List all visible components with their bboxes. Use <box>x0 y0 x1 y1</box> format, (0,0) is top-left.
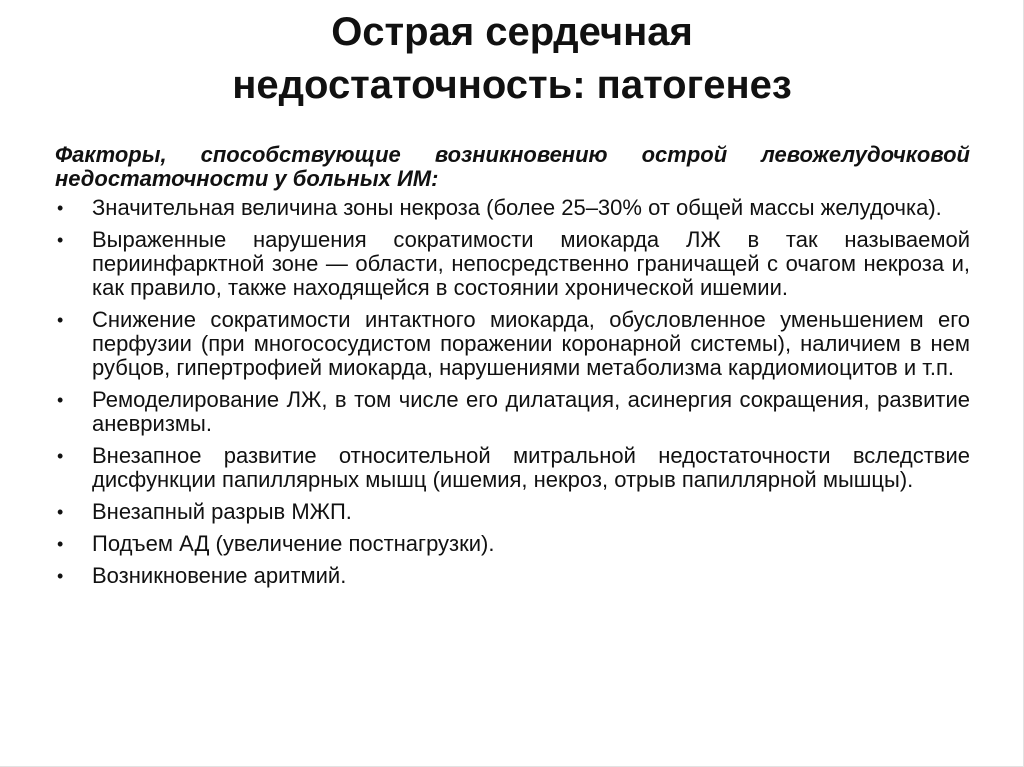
list-item-text: Подъем АД (увеличение постнагрузки). <box>92 531 495 556</box>
list-item-text: Значительная величина зоны некроза (более 25–30% от общей массы желудочка). <box>92 195 942 220</box>
list-item <box>55 196 970 220</box>
list-item-text: Возникновение аритмий. <box>92 563 347 588</box>
slide-title-line-2: недостаточность: патогенез <box>232 63 792 107</box>
slide-content <box>55 143 970 596</box>
list-item-text: Ремоделирование ЛЖ, в том числе его дилатация, асинергия сокращения, развитие аневризмы. <box>92 387 970 436</box>
bullet-icon: • <box>57 310 64 330</box>
list-item <box>55 532 970 556</box>
list-item-text: Внезапный разрыв МЖП. <box>92 499 352 524</box>
bullet-icon: • <box>57 230 64 250</box>
list-item-text: Выраженные нарушения сократимости миокарда ЛЖ в так называемой периинфарктной зоне — области, непосредственно граничащей с очагом некроза и, как правило, также находящейся в состоянии хронической ишемии. <box>92 227 970 300</box>
list-item <box>55 308 970 380</box>
slide-title-line-1: Острая сердечная <box>331 10 693 54</box>
bullet-list <box>55 196 970 588</box>
bullet-icon: • <box>57 534 64 554</box>
bullet-icon: • <box>57 446 64 466</box>
list-item <box>55 564 970 588</box>
bullet-icon: • <box>57 566 64 586</box>
bullet-icon: • <box>57 198 64 218</box>
slide-title <box>80 6 944 112</box>
bullet-icon: • <box>57 502 64 522</box>
list-item <box>55 388 970 436</box>
list-item-text: Внезапное развитие относительной митральной недостаточности вследствие дисфункции папиллярных мышц (ишемия, некроз, отрыв папиллярной мышцы). <box>92 443 970 492</box>
list-item <box>55 444 970 492</box>
list-item-text: Снижение сократимости интактного миокарда, обусловленное уменьшением его перфузии (при многососудистом поражении коронарной системы), наличием в нем рубцов, гипертрофией миокарда, нарушениями метаболизма кардиомиоцитов и т.п. <box>92 307 970 380</box>
intro-text: Факторы, способствующие возникновению острой левожелудочковой недостаточности у больных ИМ: <box>55 142 970 191</box>
list-item <box>55 228 970 300</box>
bullet-icon: • <box>57 390 64 410</box>
list-item <box>55 500 970 524</box>
